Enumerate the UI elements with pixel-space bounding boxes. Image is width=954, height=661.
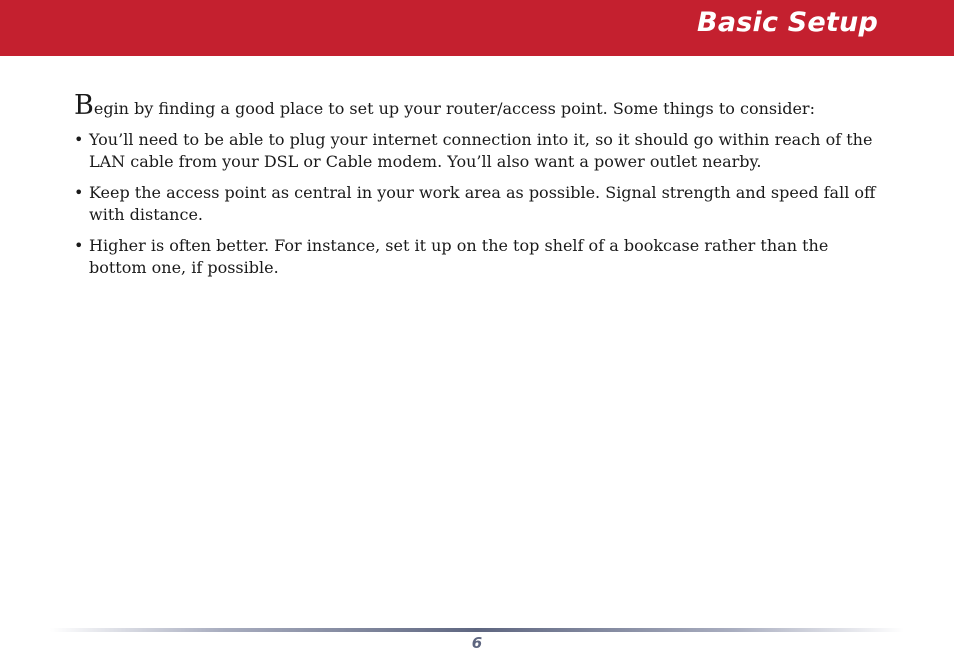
bullet-icon: • <box>74 236 84 255</box>
list-item-text: Keep the access point as central in your work area as possible. Signal strength and speed fall off with distance. <box>89 183 876 224</box>
list-item-text: Higher is often better. For instance, set it up on the top shelf of a bookcase rather than the bottom one, if possible. <box>89 236 829 277</box>
tips-list <box>74 129 881 279</box>
intro-text: egin by finding a good place to set up your router/access point. Some things to consider: <box>93 99 815 118</box>
list-item <box>74 235 881 279</box>
header-band <box>0 0 954 56</box>
list-item <box>74 182 881 226</box>
bullet-icon: • <box>74 130 84 149</box>
page-number: 6 <box>471 634 483 652</box>
drop-cap: B <box>74 90 94 121</box>
footer-divider <box>50 628 904 632</box>
list-item <box>74 129 881 173</box>
bullet-icon: • <box>74 183 84 202</box>
list-item-text: You’ll need to be able to plug your internet connection into it, so it should go within reach of the LAN cable from your DSL or Cable modem. You’ll also want a power outlet nearby. <box>89 130 873 171</box>
page-title: Basic Setup <box>697 7 878 38</box>
intro-paragraph <box>74 90 881 121</box>
main-content <box>74 90 881 279</box>
